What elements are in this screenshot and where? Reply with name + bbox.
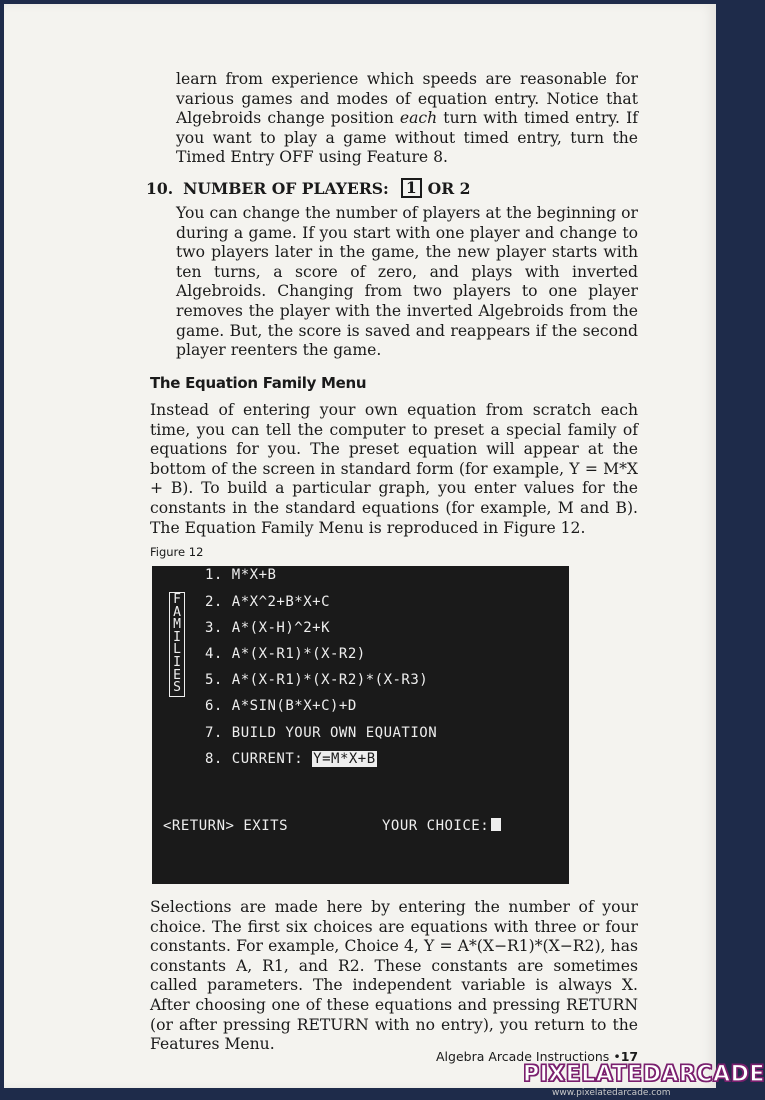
side-label-letter: I (173, 654, 181, 670)
text-cursor (491, 818, 501, 831)
item-10-heading (146, 178, 471, 198)
current-equation: Y=M*X+B (313, 751, 376, 767)
menu-item-7[interactable]: 7. BUILD YOUR OWN EQUATION (205, 725, 438, 741)
side-label-letter: F (173, 592, 181, 607)
menu-item-2[interactable]: 2. A*X^2+B*X+C (205, 594, 331, 610)
choice-prompt[interactable] (382, 818, 501, 834)
manual-page (4, 4, 716, 1088)
menu-item-8[interactable] (205, 751, 377, 767)
alternate-option: OR 2 (427, 178, 471, 198)
equation-family-menu-screen (152, 566, 569, 884)
side-label-letter: M (173, 617, 181, 633)
menu-item-6[interactable]: 6. A*SIN(B*X+C)+D (205, 698, 357, 714)
item-number: 10. (146, 178, 174, 198)
closing-paragraph: Selections are made here by entering the number of your choice. The first six choices are equations with three or four constants. For example, Choice 4, Y = A*(X−R1)*(X−R2), has constants A, R1, and R2. These constants are sometimes called parameters. The independent variable is always X. After choosing one of these equations and pressing RETURN (or after pressing RETURN with no entry), you return to the Features Menu. (150, 898, 638, 1054)
watermark-url: www.pixelatedarcade.com (552, 1088, 671, 1098)
figure-label: Figure 12 (150, 545, 204, 559)
item-10-body: You can change the number of players at the beginning or during a game. If you start with one player and change to two players later in the game, the new player starts with ten turns, a score of zero, and plays with inverted Algebroids. Changing from two players to one player removes the player with the inverted Algebroids from the game. But, the score is saved and reappears if the second player reenters the game. (176, 204, 638, 360)
intro-text-part: learn from experience which speeds are reasonable for various games and modes of equation entry. Notice that Algebroids change position (176, 70, 638, 128)
menu-item-5[interactable]: 5. A*(X-R1)*(X-R2)*(X-R3) (205, 672, 429, 688)
intro-emphasis: each (399, 109, 438, 128)
return-exits-hint: <RETURN> EXITS (163, 818, 289, 834)
intro-text-part: turn with timed entry. If you want to play a game without timed entry, turn the Timed Entry OFF using Feature 8. (176, 109, 638, 167)
section-body: Instead of entering your own equation from scratch each time, you can tell the computer to preset a special family of equations for you. The preset equation will appear at the bottom of the screen in standard form (for example, Y = M*X + B). To build a particular graph, you enter values for the constants in the standard equations (for example, M and B). The Equation Family Menu is reproduced in Figure 12. (150, 401, 638, 537)
menu-item-3[interactable]: 3. A*(X-H)^2+K (205, 620, 331, 636)
item-title: NUMBER OF PLAYERS: (183, 178, 389, 198)
menu-item-4[interactable]: 4. A*(X-R1)*(X-R2) (205, 646, 366, 662)
side-label-letter: I (173, 629, 181, 645)
page-number: 17 (620, 1049, 639, 1064)
side-label-letter: L (173, 642, 181, 658)
choice-prompt-text: YOUR CHOICE: (382, 818, 490, 834)
side-label-letter: E (173, 667, 181, 683)
menu-item-1[interactable]: 1. M*X+B (205, 567, 277, 583)
families-side-label (169, 592, 185, 697)
current-label: 8. CURRENT: (205, 751, 304, 767)
intro-paragraph (176, 70, 638, 168)
footer-title: Algebra Arcade Instructions (436, 1049, 610, 1064)
side-label-letter: S (173, 680, 181, 696)
section-title: The Equation Family Menu (150, 374, 367, 392)
footer-separator: • (613, 1049, 621, 1064)
watermark-logo: PIXELATEDARCADE (523, 1062, 765, 1087)
side-label-letter: A (173, 604, 181, 620)
default-option-box: 1 (401, 178, 422, 198)
